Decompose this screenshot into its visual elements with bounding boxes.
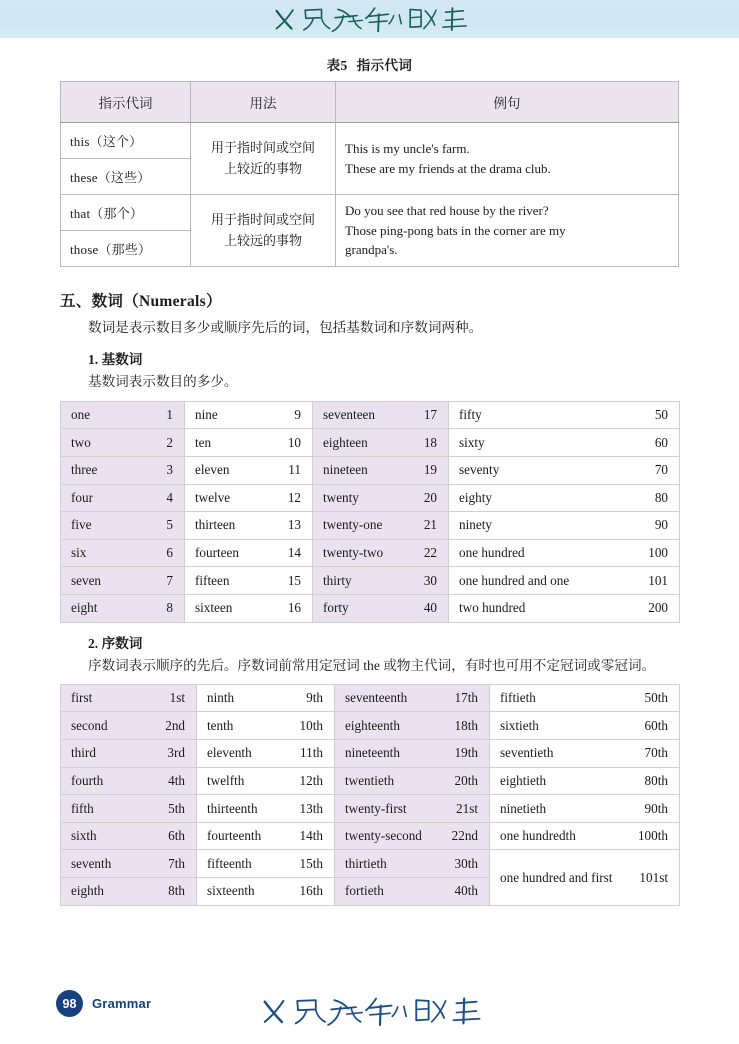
ordinal-value: 14th (299, 828, 323, 844)
ordinal-value: 70th (644, 745, 668, 761)
ordinal-word: twentieth (345, 772, 395, 788)
cardinal-value: 22 (423, 545, 437, 561)
ordinal-word: eightieth (500, 772, 547, 788)
ordinal-cell (197, 684, 335, 712)
cardinal-numbers-table (60, 401, 680, 623)
ordinal-value: 21st (456, 800, 478, 816)
table-row (61, 594, 680, 622)
table-row (61, 429, 680, 457)
cardinal-value: 50 (654, 407, 668, 423)
ordinal-cell (197, 795, 335, 823)
cardinal-word: six (71, 545, 87, 561)
ordinal-value: 30th (454, 855, 478, 871)
ordinal-word: fiftieth (500, 690, 536, 706)
cardinal-cell (61, 567, 185, 595)
cardinal-word: fourteen (195, 545, 239, 561)
ordinal-word: nineteenth (345, 745, 400, 761)
ordinal-cell (61, 740, 197, 768)
cardinal-value: 17 (423, 407, 437, 423)
usage-line: 用于指时间或空间 (210, 140, 315, 156)
cardinal-word: one hundred and one (459, 572, 570, 588)
ordinal-word: ninetieth (500, 800, 547, 816)
ordinal-word: seventieth (500, 745, 554, 761)
cardinal-value: 90 (654, 517, 668, 533)
ordinal-word: fourth (71, 772, 104, 788)
ordinal-value: 80th (644, 772, 668, 788)
cardinal-word: fifteen (195, 572, 230, 588)
cardinal-word: sixty (459, 434, 485, 450)
cardinal-value: 16 (287, 600, 301, 616)
ordinal-cell (335, 850, 490, 878)
ordinal-word: eleventh (207, 745, 252, 761)
ordinal-cell (61, 795, 197, 823)
cardinal-value: 13 (287, 517, 301, 533)
cardinal-value: 15 (287, 572, 301, 588)
cardinal-word: forty (323, 600, 349, 616)
ordinal-cell (61, 850, 197, 878)
ordinal-word: one hundred and first (500, 869, 613, 885)
ordinal-word: fourteenth (207, 828, 262, 844)
cardinal-cell (449, 512, 680, 540)
table-row (61, 740, 680, 768)
ordinal-value: 60th (644, 717, 668, 733)
example-cell (336, 195, 679, 267)
ordinal-word: seventh (71, 855, 112, 871)
cardinal-value: 2 (166, 434, 173, 450)
ordinal-cell (61, 822, 197, 850)
ordinal-cell (61, 684, 197, 712)
ordinal-value: 13th (299, 800, 323, 816)
ordinal-cell (490, 767, 680, 795)
ordinal-word: ninth (207, 690, 235, 706)
cardinal-word: thirteen (195, 517, 236, 533)
cardinal-cell (185, 539, 313, 567)
ordinal-cell (197, 822, 335, 850)
table-row (61, 195, 679, 231)
cardinal-word: three (71, 462, 98, 478)
cardinal-value: 70 (654, 462, 668, 478)
ordinal-cell (197, 878, 335, 906)
cardinal-word: eleven (195, 462, 230, 478)
cardinal-cell (449, 539, 680, 567)
ordinal-value: 1st (169, 690, 185, 706)
table-row (61, 712, 680, 740)
ordinal-cell (335, 878, 490, 906)
table-row (61, 822, 680, 850)
cardinal-cell (313, 484, 449, 512)
ordinal-value: 10th (299, 717, 323, 733)
ordinal-word: third (71, 745, 96, 761)
ordinal-value: 7th (168, 855, 185, 871)
pronoun-cell: these（这些） (61, 159, 191, 195)
ordinal-word: sixteenth (207, 883, 255, 899)
demonstrative-pronouns-table (60, 81, 679, 267)
page-content (0, 54, 739, 906)
table-row (61, 539, 680, 567)
usage-line: 用于指时间或空间 (210, 212, 315, 228)
subsection-heading-cardinals: 1. 基数词 (88, 352, 143, 368)
ordinal-value: 17th (454, 690, 478, 706)
ordinal-cell (490, 795, 680, 823)
ordinal-word: tenth (207, 717, 234, 733)
cardinal-cell (185, 456, 313, 484)
ordinal-cell (335, 822, 490, 850)
ordinal-value: 101st (639, 869, 668, 885)
usage-cell (191, 195, 336, 267)
ordinal-cell (335, 767, 490, 795)
cardinal-word: four (71, 489, 93, 505)
example-line: grandpa's. (345, 242, 398, 258)
cardinal-word: eight (71, 600, 98, 616)
cardinal-value: 200 (648, 600, 668, 616)
ordinal-value: 22nd (451, 828, 478, 844)
table-row (61, 850, 680, 878)
publisher-logo-icon (254, 994, 486, 1028)
cardinal-cell (61, 429, 185, 457)
cardinal-value: 20 (423, 489, 437, 505)
usage-line: 上较远的事物 (223, 232, 302, 248)
cardinal-value: 5 (166, 517, 173, 533)
ordinal-word: fifteenth (207, 855, 252, 871)
ordinal-word: fortieth (345, 883, 384, 899)
ordinal-value: 11th (300, 745, 323, 761)
cardinal-word: one (71, 407, 91, 423)
cardinal-word: two hundred (459, 600, 526, 616)
ordinal-cell (197, 740, 335, 768)
ordinal-word: eighth (71, 883, 104, 899)
cardinal-word: seven (71, 572, 102, 588)
ordinal-cell (490, 850, 680, 905)
example-line: Do you see that red house by the river? (345, 202, 549, 218)
table-row (61, 567, 680, 595)
ordinal-cell (490, 822, 680, 850)
cardinal-word: twenty (323, 489, 359, 505)
ordinal-value: 2nd (165, 717, 185, 733)
cardinal-value: 101 (648, 572, 668, 588)
cardinal-word: sixteen (195, 600, 233, 616)
ordinal-word: twelfth (207, 772, 245, 788)
cardinal-word: thirty (323, 572, 352, 588)
ordinal-value: 6th (168, 828, 185, 844)
cardinal-cell (185, 512, 313, 540)
cardinal-value: 30 (423, 572, 437, 588)
footer-logo-wrap (0, 994, 739, 1028)
ordinal-cell (490, 712, 680, 740)
section-heading-numerals: 五、数词（Numerals） (60, 293, 222, 310)
ordinal-cell (335, 712, 490, 740)
cardinal-word: nineteen (323, 462, 368, 478)
cardinal-value: 40 (423, 600, 437, 616)
cardinal-word: twenty-two (323, 545, 384, 561)
cardinal-word: twenty-one (323, 517, 383, 533)
cardinal-value: 21 (423, 517, 437, 533)
ordinal-word: one hundredth (500, 828, 576, 844)
page-header-band (0, 0, 739, 38)
ordinal-value: 19th (454, 745, 478, 761)
cardinal-cell (313, 429, 449, 457)
ordinal-cell (61, 878, 197, 906)
cardinal-cell (61, 484, 185, 512)
example-cell (336, 123, 679, 195)
cardinal-value: 100 (648, 545, 668, 561)
ordinal-word: thirtieth (345, 855, 387, 871)
pronoun-cell: those（那些） (61, 231, 191, 267)
cardinal-cell (185, 429, 313, 457)
cardinal-word: two (71, 434, 91, 450)
ordinal-word: twenty-first (345, 800, 407, 816)
cardinal-word: eighty (459, 489, 492, 505)
cardinal-value: 18 (423, 434, 437, 450)
usage-cell (191, 123, 336, 195)
cardinal-word: ten (195, 434, 212, 450)
page-footer (0, 980, 739, 1036)
table-row (61, 795, 680, 823)
pronoun-cell: this（这个） (61, 123, 191, 159)
ordinal-value: 8th (168, 883, 185, 899)
ordinal-word: sixtieth (500, 717, 539, 733)
ordinal-value: 12th (299, 772, 323, 788)
cardinal-word: eighteen (323, 434, 368, 450)
ordinal-value: 5th (168, 800, 185, 816)
example-line: This is my uncle's farm. (345, 140, 470, 156)
cardinal-value: 8 (166, 600, 173, 616)
ordinal-cell (490, 684, 680, 712)
cardinal-cell (61, 512, 185, 540)
cardinal-cell (313, 512, 449, 540)
ordinal-value: 9th (306, 690, 323, 706)
cardinal-cell (313, 567, 449, 595)
cardinal-cell (449, 594, 680, 622)
cardinal-cell (185, 594, 313, 622)
cardinal-value: 6 (166, 545, 173, 561)
cardinal-cell (313, 539, 449, 567)
cardinal-word: fifty (459, 407, 482, 423)
table-row (61, 456, 680, 484)
ordinal-value: 3rd (167, 745, 185, 761)
cardinal-value: 14 (287, 545, 301, 561)
cardinal-cell (185, 484, 313, 512)
cardinal-cell (61, 594, 185, 622)
cardinal-word: seventy (459, 462, 500, 478)
cardinal-cell (61, 401, 185, 429)
cardinal-word: nine (195, 407, 218, 423)
cardinal-cell (313, 456, 449, 484)
cardinal-cell (185, 567, 313, 595)
cardinal-cell (313, 401, 449, 429)
ordinal-numbers-table (60, 684, 680, 906)
cardinal-value: 19 (423, 462, 437, 478)
cardinal-cell (449, 401, 680, 429)
ordinal-word: second (71, 717, 108, 733)
cardinal-value: 9 (294, 407, 301, 423)
ordinal-cell (335, 795, 490, 823)
table5-caption (60, 54, 679, 74)
ordinal-value: 20th (454, 772, 478, 788)
cardinal-value: 7 (166, 572, 173, 588)
subsection-heading-ordinals: 2. 序数词 (88, 635, 143, 651)
cardinal-value: 1 (166, 407, 173, 423)
table-header-row (61, 82, 679, 123)
column-header-usage: 用法 (191, 82, 336, 123)
ordinal-cell (197, 850, 335, 878)
ordinal-value: 4th (168, 772, 185, 788)
ordinal-cell (335, 740, 490, 768)
table-row (61, 767, 680, 795)
ordinal-value: 100th (637, 828, 668, 844)
cardinal-cell (61, 456, 185, 484)
cardinal-cell (61, 539, 185, 567)
ordinal-cell (197, 712, 335, 740)
column-header-example: 例句 (336, 82, 679, 123)
ordinal-cell (61, 712, 197, 740)
table-row (61, 484, 680, 512)
cardinal-word: seventeen (323, 407, 375, 423)
cardinal-value: 12 (287, 489, 301, 505)
usage-line: 上较近的事物 (223, 160, 302, 176)
table-row (61, 123, 679, 159)
cardinal-cell (449, 456, 680, 484)
ordinal-word: eighteenth (345, 717, 400, 733)
ordinal-word: fifth (71, 800, 94, 816)
ordinal-value: 40th (454, 883, 478, 899)
page-number-badge: 98 (56, 990, 83, 1017)
cardinal-cell (449, 567, 680, 595)
cardinal-cell (449, 484, 680, 512)
cardinal-word: ninety (459, 517, 492, 533)
footer-section-label: Grammar (92, 996, 152, 1011)
pronoun-cell: that（那个） (61, 195, 191, 231)
ordinal-cell (61, 767, 197, 795)
example-line: Those ping-pong bats in the corner are my (345, 222, 566, 238)
cardinal-cell (449, 429, 680, 457)
cardinal-value: 4 (166, 489, 173, 505)
table-row (61, 512, 680, 540)
cardinal-word: twelve (195, 489, 231, 505)
cardinal-value: 10 (287, 434, 301, 450)
ordinal-value: 18th (454, 717, 478, 733)
cardinal-cell (313, 594, 449, 622)
example-line: These are my friends at the drama club. (345, 160, 551, 176)
cardinal-value: 80 (654, 489, 668, 505)
ordinals-intro-paragraph: 序数词表示顺序的先后。序数词前常用定冠词 the 或物主代词，有时也可用不定冠词或零冠词。 (88, 657, 656, 673)
cardinal-value: 3 (166, 462, 173, 478)
ordinal-value: 16th (299, 883, 323, 899)
ordinal-value: 90th (644, 800, 668, 816)
ordinal-word: twenty-second (345, 828, 422, 844)
publisher-logo-icon (267, 4, 472, 34)
cardinal-cell (185, 401, 313, 429)
column-header-pronoun: 指示代词 (61, 82, 191, 123)
ordinal-cell (335, 684, 490, 712)
cardinal-word: five (71, 517, 92, 533)
cardinal-value: 11 (288, 462, 301, 478)
cardinal-word: one hundred (459, 545, 525, 561)
numerals-intro-paragraph: 数词是表示数目多少或顺序先后的词，包括基数词和序数词两种。 (88, 320, 483, 335)
ordinal-cell (197, 767, 335, 795)
table5-caption-title: 指示代词 (356, 58, 413, 73)
ordinal-word: thirteenth (207, 800, 258, 816)
ordinal-word: sixth (71, 828, 97, 844)
ordinal-value: 15th (299, 855, 323, 871)
table5-caption-number: 表5 (326, 58, 348, 73)
table-row (61, 684, 680, 712)
table-row (61, 401, 680, 429)
ordinal-word: seventeenth (345, 690, 408, 706)
ordinal-cell (490, 740, 680, 768)
cardinal-value: 60 (654, 434, 668, 450)
cardinals-intro-paragraph: 基数词表示数目的多少。 (88, 374, 238, 390)
ordinal-word: first (71, 690, 93, 706)
ordinal-value: 50th (644, 690, 668, 706)
